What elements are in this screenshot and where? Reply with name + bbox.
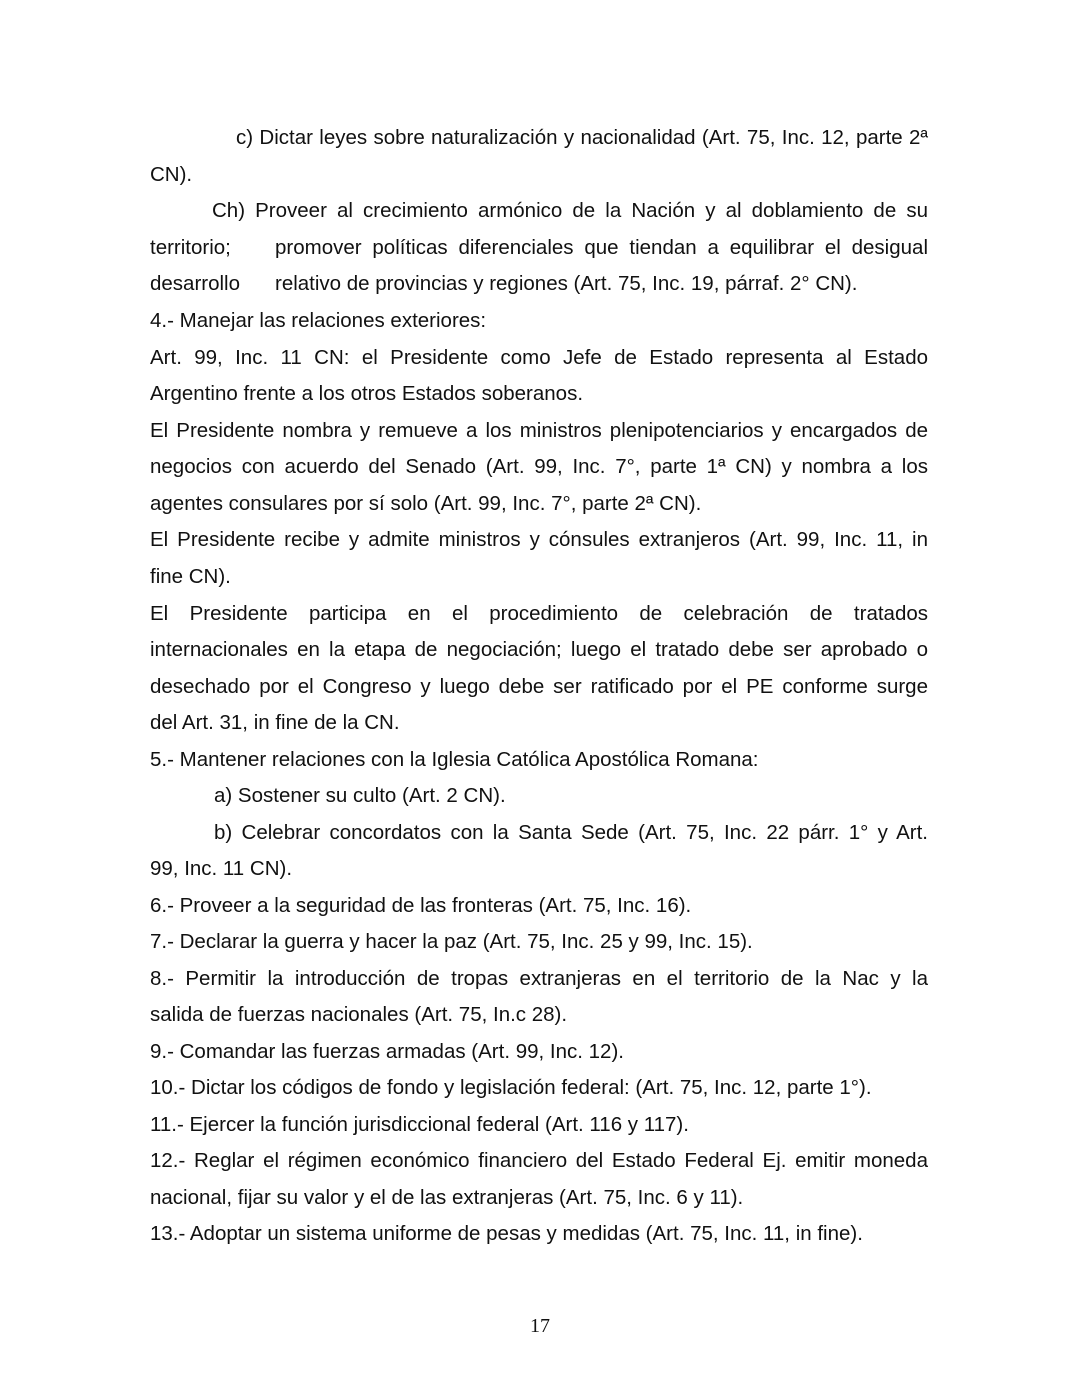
text-line: El Presidente recibe y admite ministros y cónsules extranjeros (Art. 99, Inc. 11, in xyxy=(150,528,928,551)
text-line: CN). xyxy=(150,163,193,186)
text-line: desechado por el Congreso y luego debe ser ratificado por el PE conforme surge xyxy=(150,675,928,698)
text-line: promover políticas diferenciales que tiendan a equilibrar el desigual xyxy=(275,236,928,259)
text-line: territorio; xyxy=(150,236,231,259)
text-line: agentes consulares por sí solo (Art. 99, Inc. 7°, parte 2ª CN). xyxy=(150,492,702,515)
text-line: El Presidente participa en el procedimiento de celebración de tratados xyxy=(150,602,928,625)
text-line: 12.- Reglar el régimen económico financiero del Estado Federal Ej. emitir moneda xyxy=(150,1149,928,1172)
text-line: 11.- Ejercer la función jurisdiccional federal (Art. 116 y 117). xyxy=(150,1113,689,1136)
text-line: 4.- Manejar las relaciones exteriores: xyxy=(150,309,487,332)
text-line: 8.- Permitir la introducción de tropas extranjeras en el territorio de la Nac y la xyxy=(150,967,928,990)
text-line: Argentino frente a los otros Estados soberanos. xyxy=(150,382,584,405)
text-line: Art. 99, Inc. 11 CN: el Presidente como Jefe de Estado representa al Estado xyxy=(150,346,928,369)
text-line: 13.- Adoptar un sistema uniforme de pesas y medidas (Art. 75, Inc. 11, in fine). xyxy=(150,1222,863,1245)
text-line: 5.- Mantener relaciones con la Iglesia Católica Apostólica Romana: xyxy=(150,748,759,771)
text-line: 7.- Declarar la guerra y hacer la paz (Art. 75, Inc. 25 y 99, Inc. 15). xyxy=(150,930,753,953)
text-line: 99, Inc. 11 CN). xyxy=(150,857,293,880)
text-line: 6.- Proveer a la seguridad de las fronteras (Art. 75, Inc. 16). xyxy=(150,894,692,917)
text-line: b) Celebrar concordatos con la Santa Sede (Art. 75, Inc. 22 párr. 1° y Art. xyxy=(214,821,928,844)
text-line: relativo de provincias y regiones (Art. 75, Inc. 19, párraf. 2° CN). xyxy=(275,272,858,295)
text-line: 9.- Comandar las fuerzas armadas (Art. 99, Inc. 12). xyxy=(150,1040,624,1063)
text-line: fine CN). xyxy=(150,565,231,588)
text-line: a) Sostener su culto (Art. 2 CN). xyxy=(214,784,506,807)
text-line: negocios con acuerdo del Senado (Art. 99, Inc. 7°, parte 1ª CN) y nombra a los xyxy=(150,455,928,478)
text-line: del Art. 31, in fine de la CN. xyxy=(150,711,400,734)
text-line: nacional, fijar su valor y el de las extranjeras (Art. 75, Inc. 6 y 11). xyxy=(150,1186,744,1209)
text-line: El Presidente nombra y remueve a los ministros plenipotenciarios y encargados de xyxy=(150,419,928,442)
text-line: internacionales en la etapa de negociación; luego el tratado debe ser aprobado o xyxy=(150,638,928,661)
text-line: desarrollo xyxy=(150,272,241,295)
text-line: salida de fuerzas nacionales (Art. 75, In.c 28). xyxy=(150,1003,568,1026)
text-line: 10.- Dictar los códigos de fondo y legislación federal: (Art. 75, Inc. 12, parte 1°). xyxy=(150,1076,872,1099)
page-number: 17 xyxy=(530,1315,550,1337)
text-line: c) Dictar leyes sobre naturalización y nacionalidad (Art. 75, Inc. 12, parte 2ª xyxy=(236,126,928,149)
text-line: Ch) Proveer al crecimiento armónico de la Nación y al doblamiento de su xyxy=(212,199,928,222)
